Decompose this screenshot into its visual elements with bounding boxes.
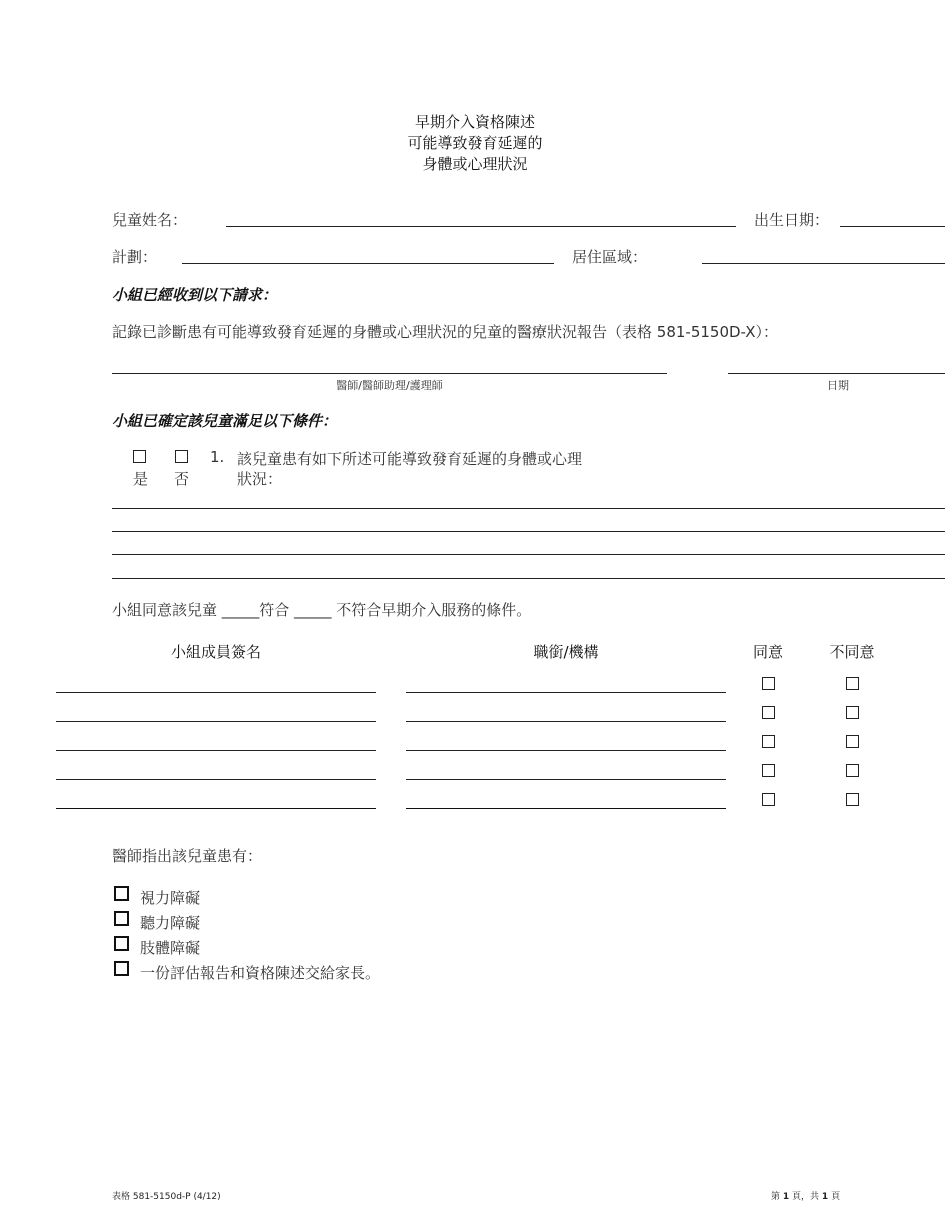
vision-checkbox[interactable]: [114, 886, 129, 901]
col-signature-header: 小組成員簽名: [170, 643, 261, 661]
member-signature-field[interactable]: [56, 721, 376, 722]
dob-field[interactable]: [840, 226, 945, 227]
disagree-checkbox[interactable]: [846, 793, 859, 806]
agree-checkbox[interactable]: [762, 677, 775, 690]
physical-label: 肢體障礙: [140, 939, 201, 957]
col-disagree-header: 不同意: [829, 643, 875, 661]
physician-signature-field[interactable]: [112, 373, 667, 374]
plan-label: 計劃：: [112, 248, 158, 266]
residence-field[interactable]: [702, 263, 945, 264]
agree-checkbox[interactable]: [762, 706, 775, 719]
agree-checkbox[interactable]: [762, 793, 775, 806]
page-number: 第 1 頁，共 1 頁: [771, 1192, 841, 1202]
yes-label: 是: [133, 470, 149, 488]
form-id: 表格 581-5150d-P (4/12): [112, 1192, 221, 1202]
condition-line-3[interactable]: [112, 554, 945, 555]
disagree-checkbox[interactable]: [846, 677, 859, 690]
member-title-field[interactable]: [406, 721, 726, 722]
report-given-checkbox[interactable]: [114, 961, 129, 976]
yes-checkbox[interactable]: [133, 450, 146, 463]
disagree-checkbox[interactable]: [846, 764, 859, 777]
agreement-text: 小組同意該兒童 _____符合 _____ 不符合早期介入服務的條件。: [112, 601, 532, 619]
item-text-line1: 該兒童患有如下所述可能導致發育延遲的身體或心理: [237, 450, 583, 468]
hearing-checkbox[interactable]: [114, 911, 129, 926]
child-name-label: 兒童姓名：: [112, 211, 188, 229]
report-given-label: 一份評估報告和資格陳述交給家長。: [140, 964, 381, 982]
form-title-line1: 早期介入資格陳述: [414, 113, 535, 131]
agree-checkbox[interactable]: [762, 735, 775, 748]
condition-line-2[interactable]: [112, 531, 945, 532]
vision-label: 視力障礙: [140, 889, 201, 907]
physician-caption: 醫師/醫師助理/護理師: [336, 379, 443, 392]
item-text-line2: 狀況：: [237, 470, 283, 488]
form-title-line2: 可能導致發育延遲的: [407, 134, 543, 152]
item-number: 1.: [210, 448, 225, 466]
form-title-line3: 身體或心理狀況: [422, 155, 528, 173]
condition-line-1[interactable]: [112, 508, 945, 509]
hearing-label: 聽力障礙: [140, 914, 201, 932]
member-signature-field[interactable]: [56, 750, 376, 751]
signature-date-field[interactable]: [728, 373, 945, 374]
no-label: 否: [174, 470, 190, 488]
disagree-checkbox[interactable]: [846, 706, 859, 719]
physician-intro: 醫師指出該兒童患有：: [112, 847, 263, 865]
col-title-header: 職銜/機構: [533, 643, 599, 661]
disagree-checkbox[interactable]: [846, 735, 859, 748]
section1-text: 記錄已診斷患有可能導致發育延遲的身體或心理狀況的兒童的醫療狀況報告（表格 581-5150D-X）：: [112, 323, 778, 341]
date-caption: 日期: [827, 379, 849, 392]
member-title-field[interactable]: [406, 808, 726, 809]
member-title-field[interactable]: [406, 779, 726, 780]
residence-label: 居住區域：: [572, 248, 648, 266]
member-title-field[interactable]: [406, 750, 726, 751]
section1-heading: 小組已經收到以下請求：: [112, 286, 278, 304]
member-signature-field[interactable]: [56, 779, 376, 780]
condition-line-4[interactable]: [112, 578, 945, 579]
dob-label: 出生日期：: [754, 211, 830, 229]
member-title-field[interactable]: [406, 692, 726, 693]
member-signature-field[interactable]: [56, 808, 376, 809]
physical-checkbox[interactable]: [114, 936, 129, 951]
child-name-field[interactable]: [226, 226, 736, 227]
member-signature-field[interactable]: [56, 692, 376, 693]
agree-checkbox[interactable]: [762, 764, 775, 777]
col-agree-header: 同意: [752, 643, 783, 661]
plan-field[interactable]: [182, 263, 554, 264]
no-checkbox[interactable]: [175, 450, 188, 463]
section2-heading: 小組已確定該兒童滿足以下條件：: [112, 412, 338, 430]
